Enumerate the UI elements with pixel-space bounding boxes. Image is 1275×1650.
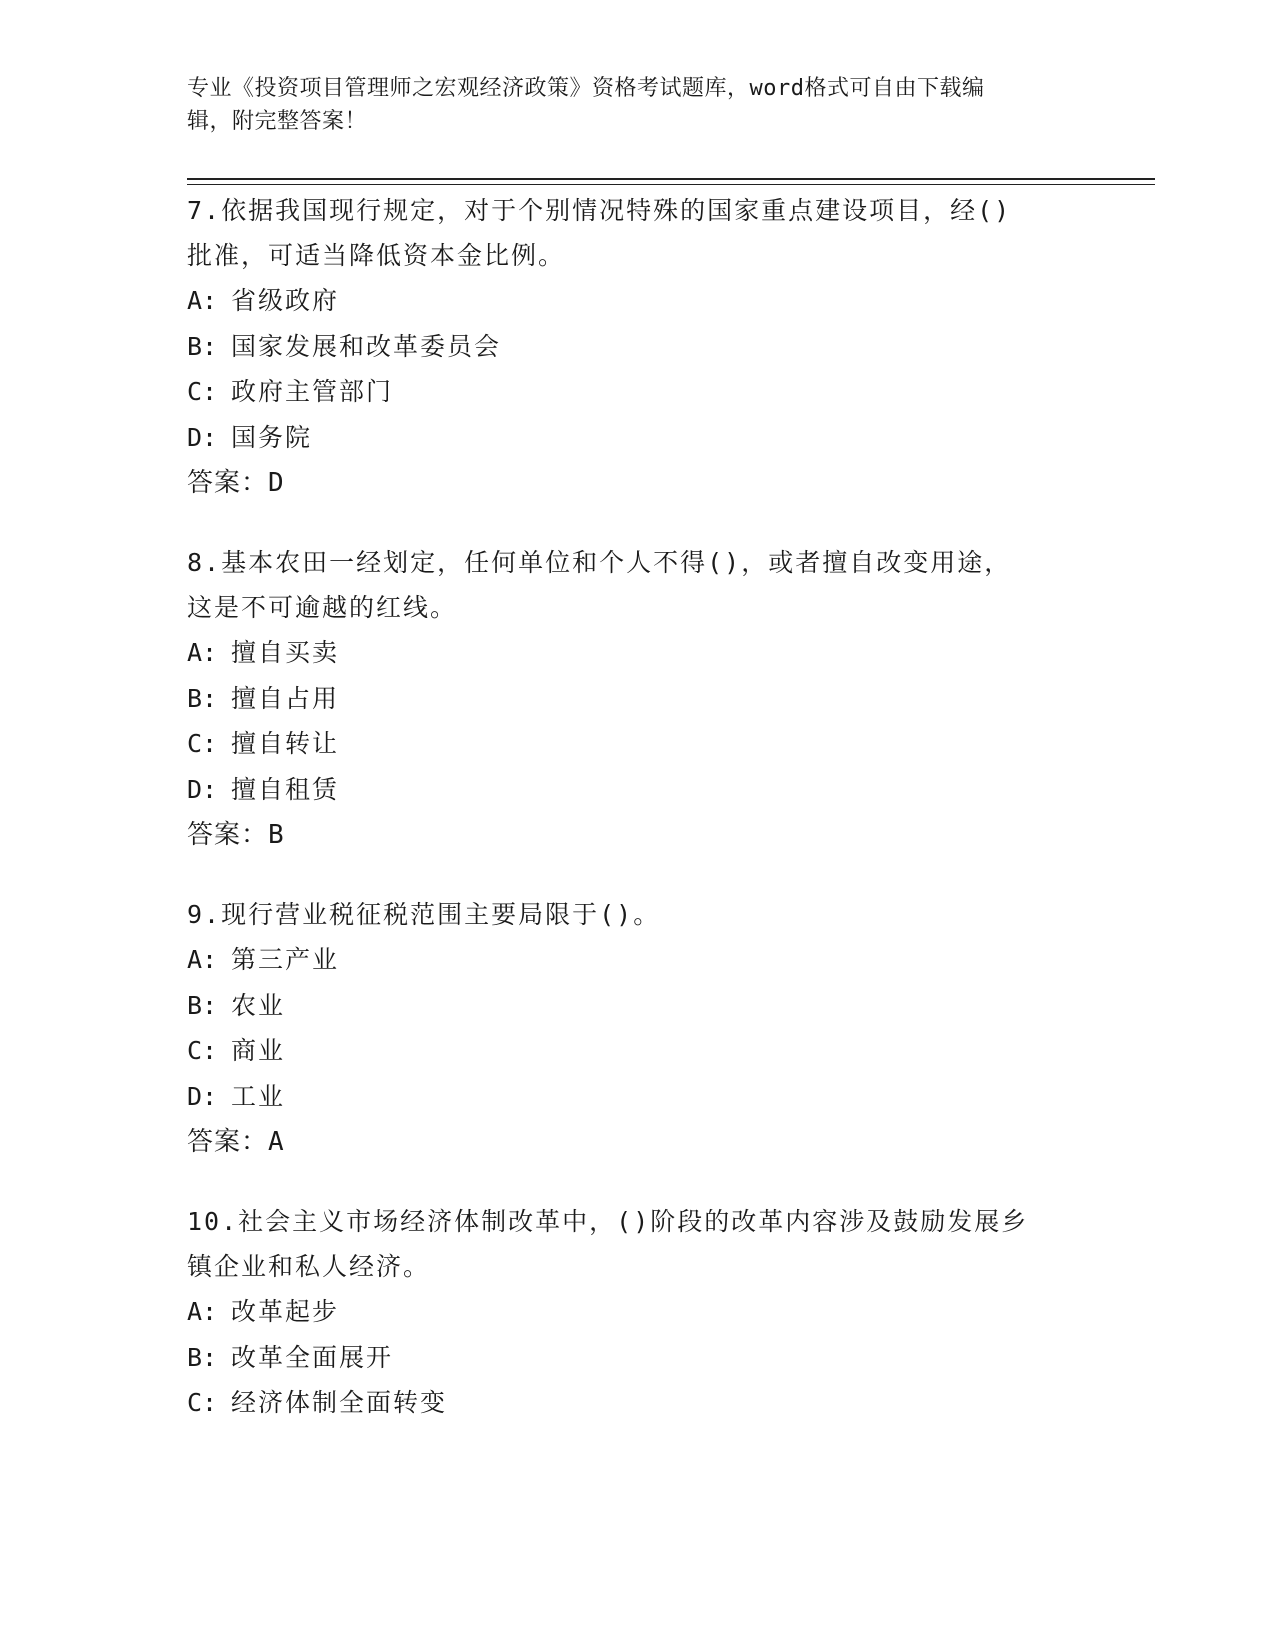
option-letter: A: [187, 945, 218, 974]
option-text: 政府主管部门 [231, 377, 394, 406]
question-list [187, 188, 1087, 1460]
option-a [187, 278, 1087, 324]
option-letter: B: [187, 1342, 218, 1372]
answer-label: 答案：A [187, 1127, 285, 1157]
option-text: 工业 [231, 1081, 286, 1111]
option-c [187, 369, 1087, 415]
option-text: 商业 [231, 1036, 286, 1065]
option-letter: A: [187, 286, 218, 315]
option-a [187, 630, 1087, 676]
option-b [187, 983, 1087, 1029]
question-text [187, 540, 1087, 630]
option-text: 国家发展和改革委员会 [231, 331, 502, 361]
option-text: 改革起步 [231, 1297, 340, 1326]
header-line-1: 专业《投资项目管理师之宏观经济政策》资格考试题库，word格式可自由下载编 [187, 76, 985, 101]
question-text [187, 1199, 1087, 1289]
question-text-line: 批准，可适当降低资本金比例。 [187, 241, 566, 270]
question-text-line: 10.社会主义市场经济体制改革中，()阶段的改革内容涉及鼓励发展乡 [187, 1207, 1029, 1236]
option-text: 第三产业 [231, 945, 340, 974]
answer-label: 答案：D [187, 468, 285, 498]
option-b [187, 676, 1087, 722]
question-text [187, 892, 1087, 937]
document-header [187, 72, 1067, 138]
option-letter: D: [187, 1081, 218, 1111]
question-9 [187, 892, 1087, 1165]
option-text: 擅自转让 [231, 729, 340, 758]
option-letter: A: [187, 638, 218, 667]
option-d [187, 767, 1087, 813]
option-d [187, 1074, 1087, 1120]
option-c [187, 1380, 1087, 1426]
option-a [187, 937, 1087, 983]
header-line-2: 辑，附完整答案！ [187, 109, 368, 134]
question-text [187, 188, 1087, 278]
option-letter: C: [187, 729, 218, 758]
option-letter: B: [187, 683, 218, 713]
question-text-line: 镇企业和私人经济。 [187, 1252, 431, 1281]
option-a [187, 1289, 1087, 1335]
question-text-line: 8.基本农田一经划定，任何单位和个人不得()，或者擅自改变用途， [187, 548, 1012, 577]
option-c [187, 721, 1087, 767]
option-letter: C: [187, 1036, 218, 1065]
option-letter: B: [187, 331, 218, 361]
option-letter: C: [187, 1388, 218, 1417]
option-text: 擅自占用 [231, 683, 340, 713]
option-c [187, 1028, 1087, 1074]
option-letter: C: [187, 377, 218, 406]
option-letter: A: [187, 1297, 218, 1326]
question-7 [187, 188, 1087, 506]
option-text: 改革全面展开 [231, 1342, 394, 1372]
option-text: 擅自租赁 [231, 774, 340, 804]
option-d [187, 415, 1087, 461]
header-divider-thin [187, 184, 1155, 185]
question-text-line: 9.现行营业税征税范围主要局限于()。 [187, 900, 661, 929]
question-10 [187, 1199, 1087, 1426]
option-text: 农业 [231, 990, 286, 1020]
option-text: 国务院 [231, 422, 313, 452]
question-text-line: 7.依据我国现行规定，对于个别情况特殊的国家重点建设项目，经() [187, 196, 1012, 225]
option-letter: B: [187, 990, 218, 1020]
answer-label: 答案：B [187, 820, 285, 850]
option-b [187, 324, 1087, 370]
option-text: 经济体制全面转变 [231, 1388, 448, 1417]
option-text: 省级政府 [231, 286, 340, 315]
option-letter: D: [187, 774, 218, 804]
option-letter: D: [187, 422, 218, 452]
header-divider-thick [187, 178, 1155, 180]
question-8 [187, 540, 1087, 858]
option-text: 擅自买卖 [231, 638, 340, 667]
option-b [187, 1335, 1087, 1381]
question-text-line: 这是不可逾越的红线。 [187, 593, 458, 622]
